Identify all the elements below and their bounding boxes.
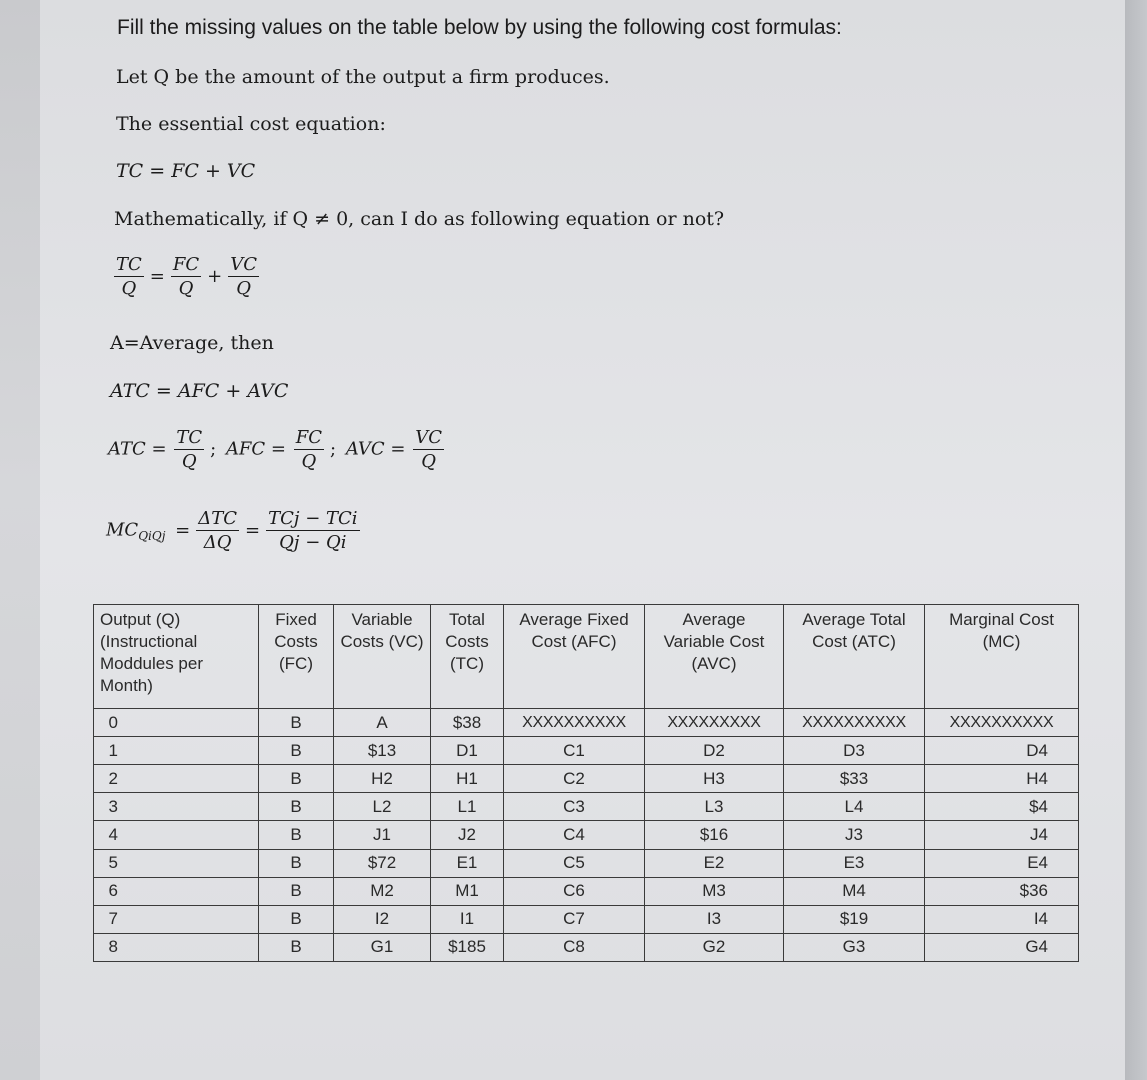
cell-mc: H4	[925, 765, 1079, 793]
equation-mc: $MC_{QiQj}$ = $\frac{\text{ΔTC}}{\Delta Q}$ = $\frac{\text{TCj − TCi}}{Qj - Qi}$	[106, 508, 358, 553]
table-row	[94, 709, 1079, 737]
delta-q: ΔQ	[203, 532, 232, 553]
equation-atc: ATC = AFC + AVC	[110, 380, 289, 402]
q-denominator: Q	[121, 278, 137, 299]
cell-atc: D3	[784, 737, 925, 765]
cell-output: 7	[94, 905, 259, 933]
cell-afc: C6	[504, 877, 645, 905]
paper-edge	[1125, 0, 1147, 1080]
cell-tc: J2	[431, 821, 504, 849]
question-text: Mathematically, if Q ≠ 0, can I do as following equation or not?	[114, 208, 725, 230]
cell-avc: E2	[645, 849, 784, 877]
cell-vc: H2	[334, 765, 431, 793]
cell-fc: B	[259, 737, 334, 765]
cell-vc: $72	[334, 849, 431, 877]
tc-numerator: TC	[116, 254, 142, 275]
cell-atc: $19	[784, 905, 925, 933]
cell-tc: H1	[431, 765, 504, 793]
cell-atc: XXXXXXXXXX	[784, 709, 925, 737]
cell-vc: L2	[334, 793, 431, 821]
header-atc: Average Total Cost (ATC)	[784, 605, 925, 709]
essential-label: The essential cost equation:	[116, 113, 386, 135]
cell-fc: B	[259, 709, 334, 737]
q-denominator: Q	[421, 451, 437, 472]
cell-fc: B	[259, 849, 334, 877]
q-denominator: Q	[178, 278, 194, 299]
cell-mc: $4	[925, 793, 1079, 821]
let-q-text: Let Q be the amount of the output a firm produces.	[116, 66, 610, 88]
cell-afc: C2	[504, 765, 645, 793]
cell-vc: J1	[334, 821, 431, 849]
cell-tc: M1	[431, 877, 504, 905]
q-difference: Qj − Qi	[279, 532, 347, 553]
cell-avc: G2	[645, 933, 784, 961]
cell-output: 6	[94, 877, 259, 905]
cell-tc: $185	[431, 933, 504, 961]
cell-mc: D4	[925, 737, 1079, 765]
cell-tc: L1	[431, 793, 504, 821]
cell-output: 2	[94, 765, 259, 793]
delta-tc: ΔTC	[198, 508, 238, 529]
tc-difference: TCj − TCi	[268, 508, 358, 529]
header-fixed-costs: Fixed Costs (FC)	[259, 605, 334, 709]
q-denominator: Q	[181, 451, 197, 472]
cell-avc: L3	[645, 793, 784, 821]
header-afc: Average Fixed Cost (AFC)	[504, 605, 645, 709]
equation-split: $\frac{TC}{Q}$ = $\frac{FC}{Q}$ + $\frac{VC}{Q}$	[116, 254, 258, 299]
tc-numerator: TC	[176, 427, 203, 448]
cell-output: 5	[94, 849, 259, 877]
vc-numerator: VC	[230, 254, 258, 275]
table-row	[94, 821, 1079, 849]
instruction-text: Fill the missing values on the table below by using the following cost formulas:	[117, 16, 842, 39]
cell-vc: I2	[334, 905, 431, 933]
average-definition: A=Average, then	[110, 332, 274, 354]
fc-numerator: FC	[295, 427, 323, 448]
cell-afc: C5	[504, 849, 645, 877]
cell-mc: $36	[925, 877, 1079, 905]
mc-subscript: QiQj	[138, 529, 166, 544]
cell-atc: L4	[784, 793, 925, 821]
cell-output: 0	[94, 709, 259, 737]
cell-output: 3	[94, 793, 259, 821]
cell-avc: H3	[645, 765, 784, 793]
cell-mc: E4	[925, 849, 1079, 877]
cell-avc: D2	[645, 737, 784, 765]
cell-afc: C3	[504, 793, 645, 821]
table-row	[94, 849, 1079, 877]
cell-mc: XXXXXXXXXX	[925, 709, 1079, 737]
cost-table	[93, 604, 1079, 962]
table-row	[94, 765, 1079, 793]
cell-afc: XXXXXXXXXX	[504, 709, 645, 737]
header-avc: Average Variable Cost (AVC)	[645, 605, 784, 709]
vc-numerator: VC	[415, 427, 443, 448]
table-row	[94, 877, 1079, 905]
header-total-costs: Total Costs (TC)	[431, 605, 504, 709]
header-output: Output (Q) (Instructional Moddules per Month)	[94, 605, 259, 709]
cell-fc: B	[259, 905, 334, 933]
cell-output: 1	[94, 737, 259, 765]
cell-mc: I4	[925, 905, 1079, 933]
cell-avc: M3	[645, 877, 784, 905]
header-mc: Marginal Cost (MC)	[925, 605, 1079, 709]
cell-avc: $16	[645, 821, 784, 849]
cell-atc: $33	[784, 765, 925, 793]
cell-atc: M4	[784, 877, 925, 905]
cell-vc: M2	[334, 877, 431, 905]
q-denominator: Q	[301, 451, 317, 472]
cell-tc: E1	[431, 849, 504, 877]
cell-tc: $38	[431, 709, 504, 737]
cell-mc: J4	[925, 821, 1079, 849]
cell-fc: B	[259, 877, 334, 905]
cell-fc: B	[259, 765, 334, 793]
atc-label: ATC =	[108, 438, 167, 460]
cell-output: 4	[94, 821, 259, 849]
cell-avc: XXXXXXXXX	[645, 709, 784, 737]
cell-fc: B	[259, 793, 334, 821]
table-row	[94, 905, 1079, 933]
cell-atc: J3	[784, 821, 925, 849]
cell-afc: C4	[504, 821, 645, 849]
table-row	[94, 737, 1079, 765]
cell-vc: A	[334, 709, 431, 737]
cell-tc: D1	[431, 737, 504, 765]
cell-atc: G3	[784, 933, 925, 961]
cell-fc: B	[259, 821, 334, 849]
table-header-row	[94, 605, 1079, 709]
table-row	[94, 793, 1079, 821]
cell-vc: $13	[334, 737, 431, 765]
cell-mc: G4	[925, 933, 1079, 961]
header-variable-costs: Variable Costs (VC)	[334, 605, 431, 709]
mc-label: MC	[106, 519, 139, 541]
cell-vc: G1	[334, 933, 431, 961]
cell-output: 8	[94, 933, 259, 961]
q-denominator: Q	[236, 278, 251, 299]
avc-label: AVC =	[345, 438, 406, 460]
fc-numerator: FC	[172, 254, 200, 275]
cell-avc: I3	[645, 905, 784, 933]
equation-tc: TC = FC + VC	[116, 160, 256, 182]
cell-afc: C7	[504, 905, 645, 933]
equation-definitions: ATC = $\frac{TC}{Q}$ ; AFC = $\frac{FC}{Q}$ ; AVC = $\frac{VC}{Q}$	[108, 427, 443, 472]
cell-atc: E3	[784, 849, 925, 877]
cell-fc: B	[259, 933, 334, 961]
cell-afc: C8	[504, 933, 645, 961]
afc-label: AFC =	[225, 438, 287, 460]
cell-tc: I1	[431, 905, 504, 933]
cell-afc: C1	[504, 737, 645, 765]
table-row	[94, 933, 1079, 961]
